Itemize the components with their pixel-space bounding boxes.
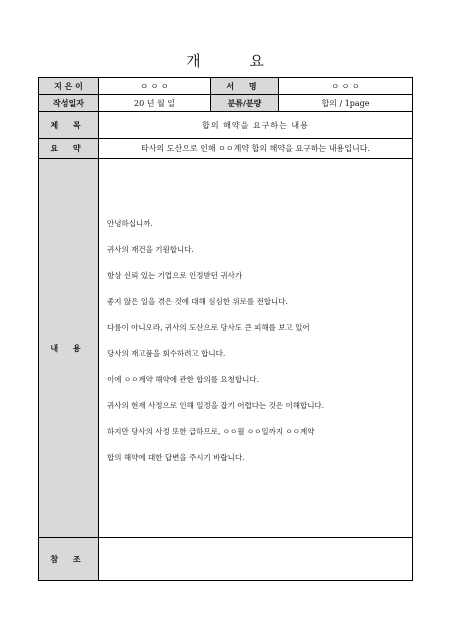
content-line: 귀사의 현재 사정으로 인해 일정을 잡기 어렵다는 것은 이해합니다. xyxy=(107,401,325,410)
reference-label: 참 조 xyxy=(39,538,99,581)
date-value: 20 년 월 일 xyxy=(99,95,211,112)
content-line: 당사의 재고품을 회수하려고 합니다. xyxy=(107,349,226,358)
content-line: 좋지 않은 일을 겪은 것에 대해 심심한 위로를 전합니다. xyxy=(107,297,288,306)
content-line: 하지만 당사의 사정 또한 급하므로, ㅇㅇ월 ㅇㅇ일까지 ㅇㅇ계약 xyxy=(107,427,315,436)
author-label: 지 은 이 xyxy=(39,78,99,95)
subject-value: 합의 해약을 요구하는 내용 xyxy=(99,112,413,139)
category-value: 합의 / 1page xyxy=(279,95,413,112)
reference-value xyxy=(99,538,413,581)
summary-label: 요 약 xyxy=(39,139,99,159)
content-line: 합의 해약에 대한 답변을 주시기 바랍니다. xyxy=(107,453,245,462)
content-body xyxy=(99,159,413,538)
summary-value: 타사의 도산으로 인해 ㅇㅇ계약 합의 해약을 요구하는 내용입니다. xyxy=(99,139,413,159)
content-line: 항상 신뢰 있는 기업으로 인정받던 귀사가 xyxy=(107,271,243,280)
signature-label: 서 명 xyxy=(211,78,279,95)
content-label: 내 용 xyxy=(39,159,99,538)
category-label: 분류/분량 xyxy=(211,95,279,112)
subject-label: 제 목 xyxy=(39,112,99,139)
content-lines xyxy=(99,159,412,479)
content-line: 안녕하십니까. xyxy=(107,219,153,228)
content-line: 귀사의 재건을 기원합니다. xyxy=(107,245,194,254)
signature-value: ㅇ ㅇ ㅇ xyxy=(279,78,413,95)
content-line: 이에 ㅇㅇ계약 해약에 관한 합의를 요청합니다. xyxy=(107,375,259,384)
date-label: 작성일자 xyxy=(39,95,99,112)
document-title: 개 요 xyxy=(186,52,286,70)
content-line: 다름이 아니오라, 귀사의 도산으로 당사도 큰 피해를 보고 있어 xyxy=(107,323,310,332)
summary-form xyxy=(38,77,413,581)
author-value: ㅇ ㅇ ㅇ xyxy=(99,78,211,95)
